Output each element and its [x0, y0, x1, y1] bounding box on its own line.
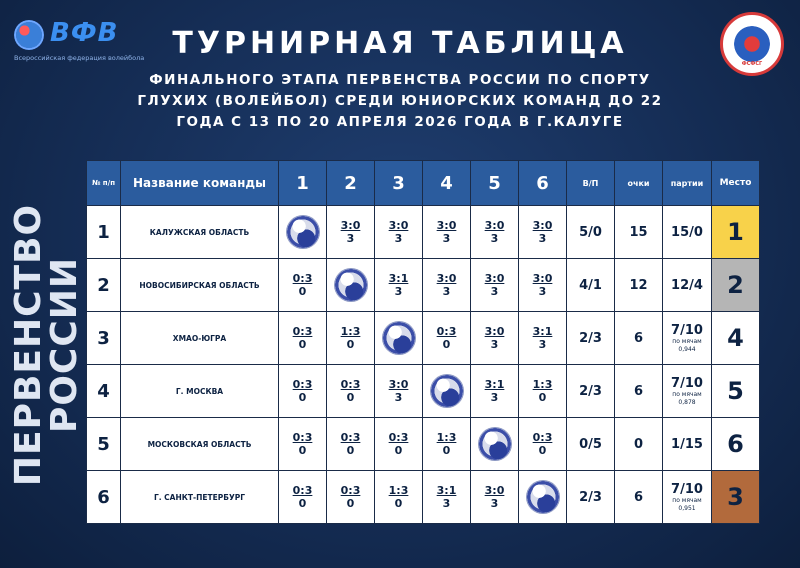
sets-value: 15/0: [671, 224, 703, 240]
match-points: 0: [394, 496, 403, 510]
diagonal-cell: [519, 471, 567, 524]
match-result-cell: [327, 365, 375, 418]
match-score: 3:1: [436, 483, 457, 497]
match-result-cell: [471, 312, 519, 365]
match-points: 3: [346, 231, 355, 245]
match-result-cell: [423, 206, 471, 259]
header-num: № п/п: [87, 161, 121, 206]
wins-losses: 4/1: [567, 259, 615, 312]
match-result-cell: [375, 365, 423, 418]
match-points: 0: [298, 337, 307, 351]
match-score: 0:3: [388, 430, 409, 444]
volleyball-icon: [431, 375, 463, 407]
match-score: 3:0: [532, 218, 553, 232]
final-place: 4: [712, 312, 760, 365]
table-row: [87, 365, 760, 418]
page-subtitle: ФИНАЛЬНОГО ЭТАПА ПЕРВЕНСТВА РОССИИ ПО СПОРТУ ГЛУХИХ (ВОЛЕЙБОЛ) СРЕДИ ЮНИОРСКИХ КОМАНД ДО 22 ГОДА С 13 ПО 20 АПРЕЛЯ 2026 ГОДА В Г.КАЛУГЕ: [137, 72, 663, 130]
side-text: ПЕРВЕНСТВО РОССИИ: [8, 203, 85, 487]
match-result-cell: [327, 471, 375, 524]
sets-value: 7/10: [671, 481, 703, 497]
sets-ratio: [663, 206, 712, 259]
points: 15: [615, 206, 663, 259]
points: 12: [615, 259, 663, 312]
match-points: 0: [394, 443, 403, 457]
match-result-cell: [423, 259, 471, 312]
header-opponent: 2: [327, 161, 375, 206]
match-score: 1:3: [340, 324, 361, 338]
match-score: 0:3: [292, 430, 313, 444]
match-points: 0: [538, 443, 547, 457]
match-score: 0:3: [340, 483, 361, 497]
match-score: 0:3: [340, 430, 361, 444]
match-points: 3: [538, 231, 547, 245]
header-points: очки: [615, 161, 663, 206]
diagonal-cell: [279, 206, 327, 259]
diagonal-cell: [471, 418, 519, 471]
match-score: 3:0: [436, 271, 457, 285]
match-score: 3:0: [340, 218, 361, 232]
sets-value: 12/4: [671, 277, 703, 293]
wins-losses: 2/3: [567, 471, 615, 524]
team-number: 6: [87, 471, 121, 524]
volleyball-icon: [527, 481, 559, 513]
match-result-cell: [279, 365, 327, 418]
final-place: 2: [712, 259, 760, 312]
match-result-cell: [519, 259, 567, 312]
match-result-cell: [279, 471, 327, 524]
match-result-cell: [375, 206, 423, 259]
match-score: 3:0: [532, 271, 553, 285]
team-name: МОСКОВСКАЯ ОБЛАСТЬ: [121, 418, 279, 471]
match-result-cell: [519, 365, 567, 418]
match-score: 3:0: [388, 377, 409, 391]
match-score: 3:0: [484, 271, 505, 285]
team-number: 2: [87, 259, 121, 312]
points: 6: [615, 471, 663, 524]
match-points: 3: [490, 496, 499, 510]
diagonal-cell: [327, 259, 375, 312]
match-points: 0: [298, 284, 307, 298]
volleyball-icon: [287, 216, 319, 248]
emblem-caption: ФСФСГ: [741, 61, 763, 67]
match-points: 0: [346, 390, 355, 404]
diagonal-cell: [423, 365, 471, 418]
team-name: ХМАО-ЮГРА: [121, 312, 279, 365]
header-opponent: 6: [519, 161, 567, 206]
match-score: 3:1: [484, 377, 505, 391]
tiebreak-value: 0,944: [678, 345, 696, 353]
match-points: 3: [394, 390, 403, 404]
team-name: Г. САНКТ-ПЕТЕРБУРГ: [121, 471, 279, 524]
match-result-cell: [423, 471, 471, 524]
table-header-row: [87, 161, 760, 206]
table-row: [87, 312, 760, 365]
team-number: 3: [87, 312, 121, 365]
table-row: [87, 259, 760, 312]
match-points: 3: [538, 337, 547, 351]
sets-ratio: [663, 365, 712, 418]
match-score: 0:3: [292, 271, 313, 285]
match-points: 3: [490, 231, 499, 245]
match-result-cell: [327, 312, 375, 365]
table-row: [87, 471, 760, 524]
wins-losses: 2/3: [567, 312, 615, 365]
match-score: 1:3: [388, 483, 409, 497]
team-number: 5: [87, 418, 121, 471]
tiebreak-note: по мячам: [672, 337, 702, 345]
match-score: 3:0: [484, 324, 505, 338]
header-team-name: Название команды: [121, 161, 279, 206]
match-points: 0: [346, 337, 355, 351]
match-result-cell: [279, 259, 327, 312]
match-score: 3:1: [388, 271, 409, 285]
sets-ratio: [663, 471, 712, 524]
match-result-cell: [471, 206, 519, 259]
match-points: 3: [394, 231, 403, 245]
match-score: 0:3: [436, 324, 457, 338]
wins-losses: 5/0: [567, 206, 615, 259]
wins-losses: 2/3: [567, 365, 615, 418]
match-result-cell: [279, 418, 327, 471]
team-name: НОВОСИБИРСКАЯ ОБЛАСТЬ: [121, 259, 279, 312]
diagonal-cell: [375, 312, 423, 365]
match-score: 1:3: [532, 377, 553, 391]
match-result-cell: [519, 418, 567, 471]
header-opponent: 1: [279, 161, 327, 206]
match-score: 0:3: [292, 377, 313, 391]
match-points: 0: [298, 390, 307, 404]
match-result-cell: [375, 471, 423, 524]
match-score: 0:3: [292, 483, 313, 497]
match-points: 0: [442, 443, 451, 457]
table-row: [87, 206, 760, 259]
header-opponent: 3: [375, 161, 423, 206]
match-result-cell: [471, 471, 519, 524]
sets-ratio: [663, 259, 712, 312]
standings-table: [86, 160, 760, 524]
header-place: Место: [712, 161, 760, 206]
sets-value: 1/15: [671, 436, 703, 452]
match-result-cell: [423, 312, 471, 365]
match-result-cell: [279, 312, 327, 365]
sets-value: 7/10: [671, 322, 703, 338]
match-score: 1:3: [436, 430, 457, 444]
team-number: 4: [87, 365, 121, 418]
match-result-cell: [471, 259, 519, 312]
tiebreak-value: 0,951: [678, 504, 696, 512]
final-place: 6: [712, 418, 760, 471]
sets-ratio: [663, 312, 712, 365]
page-title: ТУРНИРНАЯ ТАБЛИЦА: [172, 26, 628, 61]
match-result-cell: [327, 206, 375, 259]
tiebreak-value: 0,878: [678, 398, 696, 406]
match-points: 3: [490, 390, 499, 404]
match-points: 0: [346, 443, 355, 457]
match-result-cell: [423, 418, 471, 471]
match-points: 3: [490, 337, 499, 351]
match-points: 3: [490, 284, 499, 298]
match-result-cell: [375, 418, 423, 471]
match-score: 3:0: [484, 483, 505, 497]
match-points: 0: [442, 337, 451, 351]
table-row: [87, 418, 760, 471]
match-score: 0:3: [340, 377, 361, 391]
match-points: 3: [442, 496, 451, 510]
match-score: 0:3: [532, 430, 553, 444]
team-name: КАЛУЖСКАЯ ОБЛАСТЬ: [121, 206, 279, 259]
side-banner: [6, 195, 88, 495]
match-score: 0:3: [292, 324, 313, 338]
match-score: 3:0: [388, 218, 409, 232]
match-result-cell: [519, 312, 567, 365]
header-wins-losses: В/П: [567, 161, 615, 206]
match-score: 3:0: [484, 218, 505, 232]
header-sets: партии: [663, 161, 712, 206]
logo-brand: ВФВ: [50, 18, 119, 48]
points: 0: [615, 418, 663, 471]
final-place: 3: [712, 471, 760, 524]
header-opponent: 5: [471, 161, 519, 206]
match-result-cell: [471, 365, 519, 418]
volleyball-icon: [335, 269, 367, 301]
match-points: 3: [442, 284, 451, 298]
tiebreak-note: по мячам: [672, 390, 702, 398]
team-name: Г. МОСКВА: [121, 365, 279, 418]
match-points: 0: [538, 390, 547, 404]
header-opponent: 4: [423, 161, 471, 206]
final-place: 5: [712, 365, 760, 418]
match-points: 0: [298, 443, 307, 457]
match-score: 3:1: [532, 324, 553, 338]
match-points: 3: [394, 284, 403, 298]
points: 6: [615, 365, 663, 418]
final-place: 1: [712, 206, 760, 259]
team-number: 1: [87, 206, 121, 259]
points: 6: [615, 312, 663, 365]
logo-caption: Всероссийская федерация волейбола: [14, 54, 145, 62]
sets-ratio: [663, 418, 712, 471]
match-points: 0: [346, 496, 355, 510]
match-points: 0: [298, 496, 307, 510]
match-result-cell: [327, 418, 375, 471]
wins-losses: 0/5: [567, 418, 615, 471]
match-score: 3:0: [436, 218, 457, 232]
match-points: 3: [538, 284, 547, 298]
match-result-cell: [375, 259, 423, 312]
tiebreak-note: по мячам: [672, 496, 702, 504]
match-points: 3: [442, 231, 451, 245]
volleyball-icon: [479, 428, 511, 460]
match-result-cell: [519, 206, 567, 259]
sets-value: 7/10: [671, 375, 703, 391]
volleyball-icon: [383, 322, 415, 354]
